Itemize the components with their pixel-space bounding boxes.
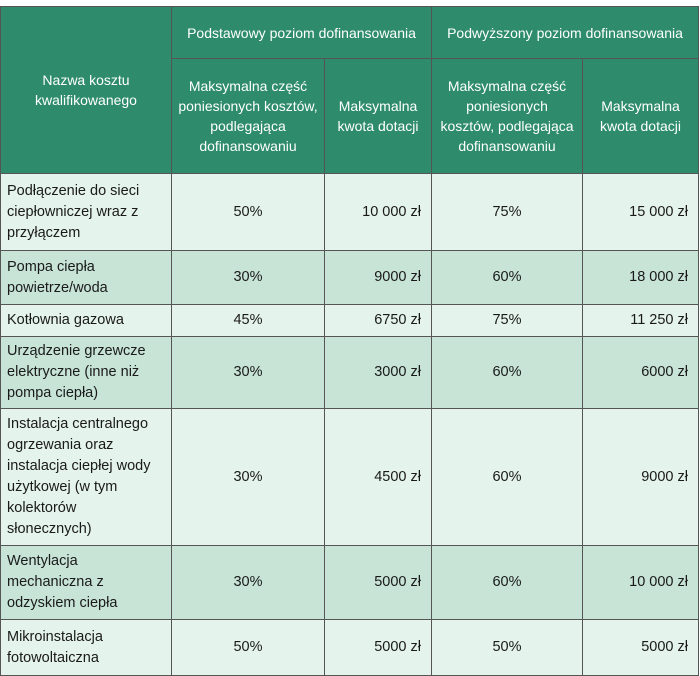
header-basic-max-share: Maksymalna część poniesionych kosztów, podlegająca dofinansowaniu <box>172 59 325 174</box>
subsidy-table <box>0 6 699 676</box>
raised-amount: 15 000 zł <box>583 174 699 251</box>
raised-amount: 10 000 zł <box>583 546 699 620</box>
cost-name: Kotłownia gazowa <box>1 305 172 337</box>
basic-amount: 9000 zł <box>325 251 432 305</box>
table-row <box>1 305 699 337</box>
cost-name: Wentylacja mechaniczna z odzyskiem ciepła <box>1 546 172 620</box>
table-row <box>1 546 699 620</box>
table-row <box>1 174 699 251</box>
cost-name: Pompa ciepła powietrze/woda <box>1 251 172 305</box>
cost-name: Instalacja centralnego ogrzewania oraz instalacja ciepłej wody użytkowej (w tym kolektorów słonecznych) <box>1 409 172 546</box>
raised-amount: 9000 zł <box>583 409 699 546</box>
raised-share: 60% <box>432 251 583 305</box>
raised-share: 60% <box>432 546 583 620</box>
cost-name: Podłączenie do sieci ciepłowniczej wraz z przyłączem <box>1 174 172 251</box>
raised-amount: 6000 zł <box>583 337 699 409</box>
raised-share: 60% <box>432 409 583 546</box>
cost-name: Urządzenie grzewcze elektryczne (inne niż pompa ciepła) <box>1 337 172 409</box>
table-row <box>1 337 699 409</box>
raised-share: 75% <box>432 174 583 251</box>
raised-share: 60% <box>432 337 583 409</box>
basic-amount: 6750 zł <box>325 305 432 337</box>
basic-amount: 5000 zł <box>325 546 432 620</box>
header-raised-level: Podwyższony poziom dofinansowania <box>432 7 699 59</box>
cost-name: Mikroinstalacja fotowoltaiczna <box>1 620 172 676</box>
basic-share: 45% <box>172 305 325 337</box>
header-cost-name: Nazwa kosztu kwalifikowanego <box>1 7 172 174</box>
table-row <box>1 620 699 676</box>
basic-amount: 10 000 zł <box>325 174 432 251</box>
header-basic-level: Podstawowy poziom dofinansowania <box>172 7 432 59</box>
header-raised-max-share: Maksymalna część poniesionych kosztów, podlegająca dofinansowaniu <box>432 59 583 174</box>
header-basic-max-amount: Maksymalna kwota dotacji <box>325 59 432 174</box>
basic-share: 30% <box>172 546 325 620</box>
raised-amount: 11 250 zł <box>583 305 699 337</box>
basic-share: 30% <box>172 251 325 305</box>
basic-share: 30% <box>172 337 325 409</box>
basic-amount: 5000 zł <box>325 620 432 676</box>
header-raised-max-amount: Maksymalna kwota dotacji <box>583 59 699 174</box>
raised-share: 50% <box>432 620 583 676</box>
basic-share: 30% <box>172 409 325 546</box>
basic-amount: 4500 zł <box>325 409 432 546</box>
raised-amount: 5000 zł <box>583 620 699 676</box>
raised-amount: 18 000 zł <box>583 251 699 305</box>
raised-share: 75% <box>432 305 583 337</box>
basic-amount: 3000 zł <box>325 337 432 409</box>
table-row <box>1 251 699 305</box>
table-row <box>1 409 699 546</box>
basic-share: 50% <box>172 174 325 251</box>
basic-share: 50% <box>172 620 325 676</box>
